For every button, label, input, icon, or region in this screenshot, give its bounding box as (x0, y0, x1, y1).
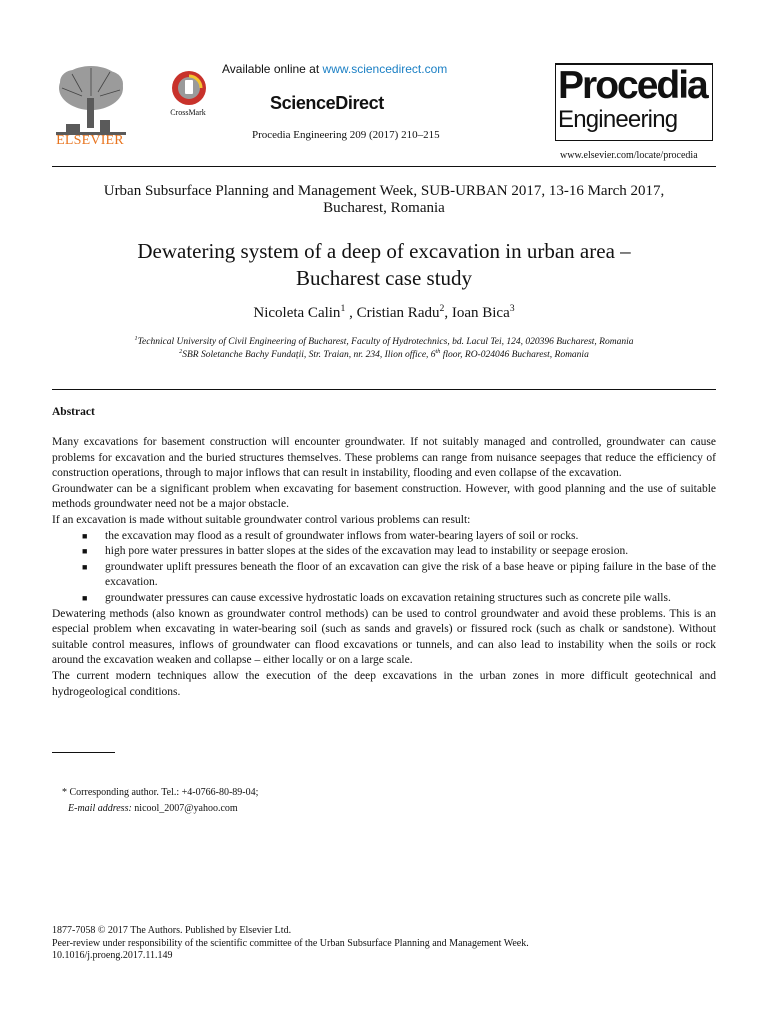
elsevier-wordmark: ELSEVIER (56, 133, 124, 148)
sciencedirect-wordmark: ScienceDirect (270, 93, 384, 113)
title-line-2: Bucharest case study (295, 266, 473, 290)
author-name: Ioan Bica (451, 305, 510, 321)
author-affil-mark: 1 (340, 303, 346, 314)
list-item-text: high pore water pressures in batter slopes at the sides of the excavation may lead to instability or seepage erosion. (105, 545, 629, 558)
email-label: E-mail address: (68, 803, 132, 814)
conference-line-2: Bucharest, Romania (323, 200, 445, 216)
sciencedirect-link[interactable]: www.sciencedirect.com (322, 62, 448, 76)
abstract-paragraph: If an excavation is made without suitable groundwater control various problems can result: (52, 513, 471, 526)
abstract-divider (52, 389, 716, 390)
abstract-heading: Abstract (52, 406, 95, 418)
author-name: Nicoleta Calin (253, 305, 341, 321)
list-item (52, 591, 716, 607)
author-separator: , (345, 305, 357, 321)
affil-text: SBR Soletanche Bachy Fundații, Str. Traian, nr. 234, Ilion office, 6 (182, 350, 436, 360)
footnote-divider (52, 752, 115, 753)
crossmark-label: CrossMark (170, 108, 206, 117)
procedia-wordmark: Procedia (558, 64, 707, 107)
abstract-paragraph: The current modern techniques allow the execution of the deep excavations in the urban zones in more difficult geotechnical and hydrogeological conditions. (52, 669, 716, 698)
bullet-icon: ■ (82, 561, 88, 572)
affiliations (52, 336, 716, 362)
abstract-paragraph: Groundwater can be a significant problem when excavating for basement construction. However, with good planning and the use of suitable methods groundwater need not be a major obstacle. (52, 482, 716, 511)
abstract-paragraph: Dewatering methods (also known as groundwater control methods) can be used to control groundwater and avoid these problems. This is an especial problem when excavating in water-bearing soil (such as sands and gravels) or fissured rock (such as chalk or sandstone). Without suitable control measures, inflows of groundwater can flood excavations or tunnels, and can also lead to instability when the soils or rock around the excavation weaken and collapse – either locally or on a large scale. (52, 607, 716, 667)
list-item-text: groundwater uplift pressures beneath the floor of an excavation can give the risk of a base heave or piping failure in the base of the excavation. (105, 560, 716, 589)
affiliation-1 (52, 336, 716, 349)
list-item (52, 529, 716, 545)
copyright-block (52, 925, 716, 963)
conference-line-1: Urban Subsurface Planning and Management Week, SUB-URBAN 2017, 13-16 March 2017, (103, 183, 665, 199)
available-online (222, 62, 447, 76)
problem-list (52, 529, 716, 607)
list-item-text: groundwater pressures can cause excessive hydrostatic loads on excavation retaining structures such as concrete pile walls. (105, 591, 671, 604)
doi-line[interactable]: 10.1016/j.proeng.2017.11.149 (52, 950, 173, 961)
email-line (68, 803, 238, 814)
affiliation-2 (52, 349, 716, 362)
list-item-text: the excavation may flood as a result of groundwater inflows from water-bearing layers of soil or rocks. (105, 529, 579, 542)
author-separator: , (444, 305, 452, 321)
bullet-icon: ■ (82, 530, 88, 541)
engineering-wordmark: Engineering (558, 106, 678, 133)
paper-title (52, 238, 716, 292)
author-affil-mark: 3 (509, 303, 515, 314)
affil-text: floor, RO-024046 Bucharest, Romania (440, 350, 589, 360)
affil-text: Technical University of Civil Engineering of Bucharest, Faculty of Hydrotechnics, bd. Lacul Tei, 124, 020396 Bucharest, Romania (137, 337, 634, 347)
affil-mark: 1 (134, 335, 138, 342)
peer-review-line: Peer-review under responsibility of the scientific committee of the Urban Subsurface Planning and Management Week. (52, 937, 529, 949)
corresponding-author: * Corresponding author. Tel.: +4-0766-80-89-04; (62, 787, 259, 798)
author-list (52, 305, 716, 322)
bullet-icon: ■ (82, 546, 88, 557)
copyright-line: 1877-7058 © 2017 The Authors. Published by Elsevier Ltd. (52, 925, 292, 936)
affil-ordinal: th (435, 348, 441, 355)
author-name: Cristian Radu (356, 305, 440, 321)
list-item (52, 560, 716, 591)
affil-mark: 2 (179, 348, 183, 355)
email-address[interactable]: nicool_2007@yahoo.com (131, 803, 238, 814)
journal-url[interactable]: www.elsevier.com/locate/procedia (560, 150, 698, 161)
conference-info (52, 183, 716, 217)
abstract-body (52, 435, 716, 700)
list-item (52, 544, 716, 560)
author-affil-mark: 2 (439, 303, 445, 314)
journal-reference: Procedia Engineering 209 (2017) 210–215 (252, 129, 440, 141)
abstract-paragraph: Many excavations for basement construction will encounter groundwater. If not suitably managed and controlled, groundwater can cause problems for excavation and the buried structures themselves. These problems can range from nuisance seepages that reduce the efficiency of construction operations, through to major inflows that can result in instability, flooding and even collapse of the excavation. (52, 436, 716, 480)
header-divider (52, 166, 716, 167)
available-prefix: Available online at (222, 62, 323, 76)
bullet-icon: ■ (82, 592, 88, 603)
title-line-1: Dewatering system of a deep of excavation in urban area – (137, 239, 631, 263)
